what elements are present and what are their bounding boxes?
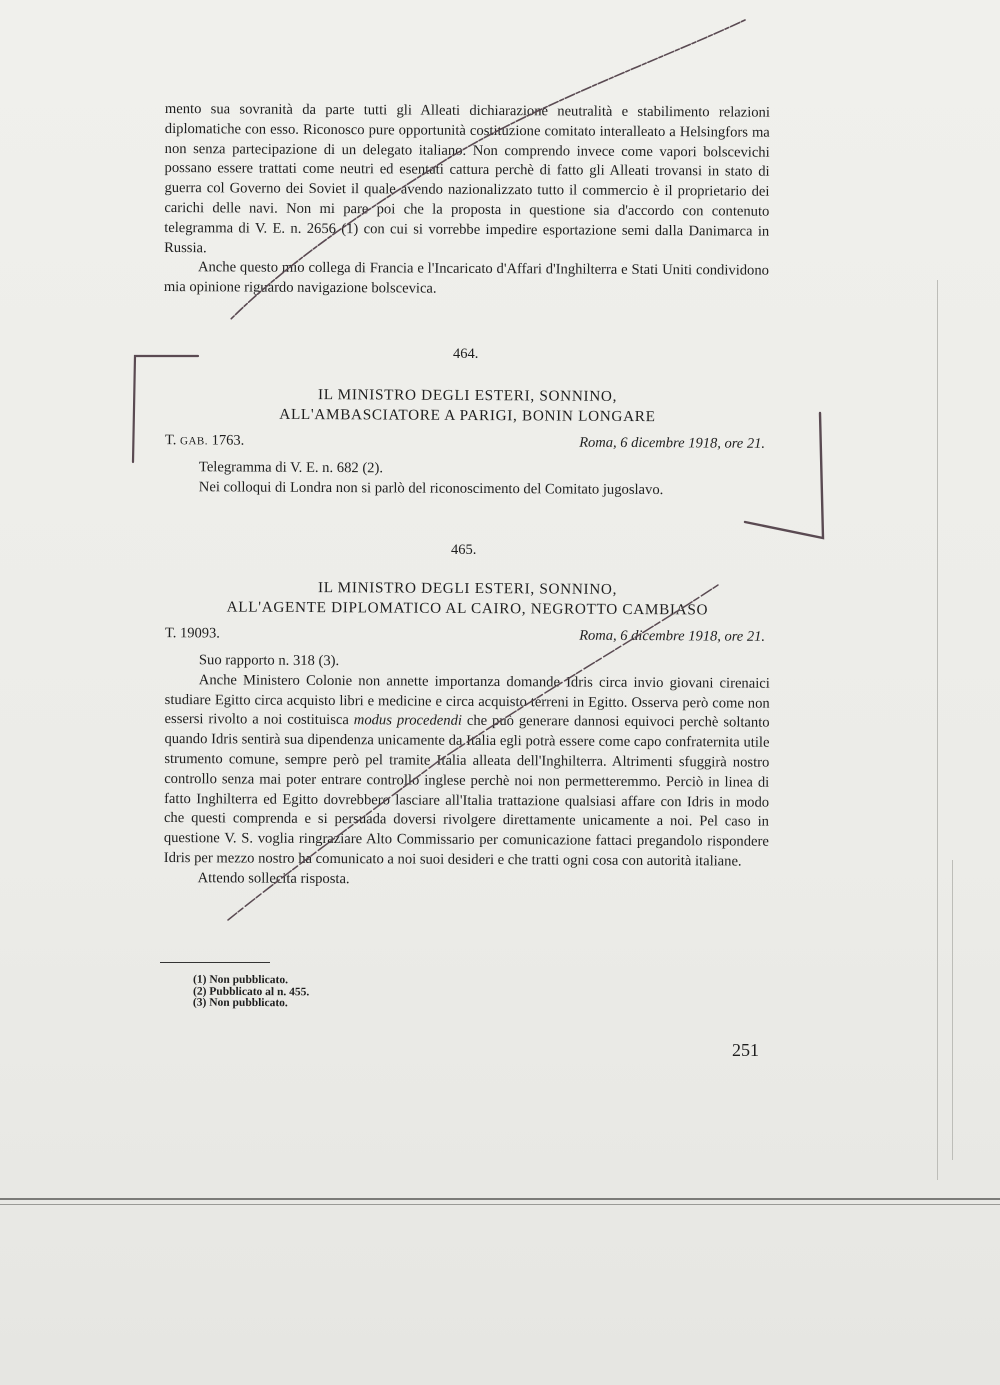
- document-paragraph: Anche Ministero Colonie non annette importanza domande Idris circa invio giovani cirenaici studiare Egitto circa acquisto libri e medicine e circa acquisto terreni in Egitto. Osserva però come non essersi rivolto a noi costituisca modus procedendi che può generare dannosi equivoci perchè soltanto quando Idris sentirà sua dipendenza unicamente da Italia egli potrà essere come capo confraternita utile strumento comune, sempre però pel tramite Italia alleata dell'Inghilterra. Altrimenti sfuggirà nostro controllo senza mai poter entrare controllo inglese perchè noi non permetteremmo. Perciò in linea di fatto Inghilterra ed Egitto dovrebbero lasciare all'Italia trattazione qualsiasi affare con Idris in modo che questi comprenda e si persuada doversi rivolgere direttamente unicamente a noi. Pel caso in questione V. S. voglia ringraziare Alto Commissario per comunicazione fattaci pregandolo rispondere Idris per mezzo nostro ha comunicato a noi suoi desideri e che tratti ogni cosa con autorità italiane.: [163, 672, 770, 870]
- footnote-rule: [160, 962, 270, 963]
- footnote: (1) Non pubblicato.: [193, 973, 289, 987]
- latin-phrase: modus procedendi: [353, 712, 463, 730]
- page-edge-line: [937, 280, 938, 1180]
- document-title: [165, 577, 770, 621]
- scan-edge-line: [0, 1204, 1000, 1205]
- footnotes: [193, 975, 310, 1010]
- title-line: IL MINISTRO DEGLI ESTERI, SONNINO,: [317, 386, 618, 405]
- document-closing: Attendo sollecita risposta.: [197, 869, 350, 887]
- document-date: Roma, 6 dicembre 1918, ore 21.: [579, 627, 766, 645]
- title-line: ALL'AGENTE DIPLOMATICO AL CAIRO, NEGROTTO CAMBIASO: [226, 598, 709, 619]
- document-number: 464.: [453, 346, 479, 362]
- continuation-paragraph: mento sua sovranità da parte tutti gli Alleati dichiarazione neutralità e stabilimento relazioni diplomatiche con esso. Riconosco pure opportunità costituzione comitato interalleato a Helsingfors ma non senza partecipazione di un delegato italiano. Non comprendo invece come vapori bolscevichi possano essere trattati come neutri ed esentati cattura perchè di fatto gli Alleati trovansi in stato di guerra col Governo dei Soviet il quale avendo nazionalizzato tutto il commercio è il proprietario dei carichi delle navi. Non mi pare poi che la proposta in questione sia d'accordo con contenuto telegramma di V. E. n. 2656 (1) con cui si vorrebbe impedire esportazione semi dalla Danimarca in Russia.: [164, 100, 770, 256]
- document-title: [165, 384, 770, 428]
- document-paragraph: Nei colloqui di Londra non si parlò del riconoscimento del Comitato jugoslavo.: [198, 479, 664, 498]
- document-subject: Telegramma di V. E. n. 682 (2).: [198, 459, 384, 477]
- footnote: (2) Pubblicato al n. 455.: [192, 985, 310, 998]
- document-meta: [165, 432, 765, 456]
- continuation-paragraph: Anche questo mio collega di Francia e l'Incaricato d'Affari d'Inghilterra e Stati Uniti condividono mia opinione riguardo navigazione bolscevica.: [163, 259, 770, 297]
- title-line: ALL'AMBASCIATORE A PARIGI, BONIN LONGARE: [279, 405, 656, 426]
- page-number: 251: [732, 1040, 759, 1060]
- document-meta: [165, 625, 765, 649]
- document-subject: Suo rapporto n. 318 (3).: [198, 652, 340, 670]
- document-date: Roma, 6 dicembre 1918, ore 21.: [579, 434, 766, 452]
- continuation-text: [164, 100, 770, 302]
- document-number: 465.: [451, 542, 477, 558]
- telegram-reference: T. 19093.: [164, 625, 220, 642]
- telegram-reference: T. GAB. 1763.: [164, 432, 245, 449]
- page-edge-line: [952, 860, 953, 1160]
- title-line: IL MINISTRO DEGLI ESTERI, SONNINO,: [317, 579, 618, 598]
- document-body: [164, 651, 770, 892]
- footnote: (3) Non pubblicato.: [192, 996, 288, 1010]
- scan-edge-line: [0, 1198, 1000, 1200]
- document-body: [165, 458, 770, 501]
